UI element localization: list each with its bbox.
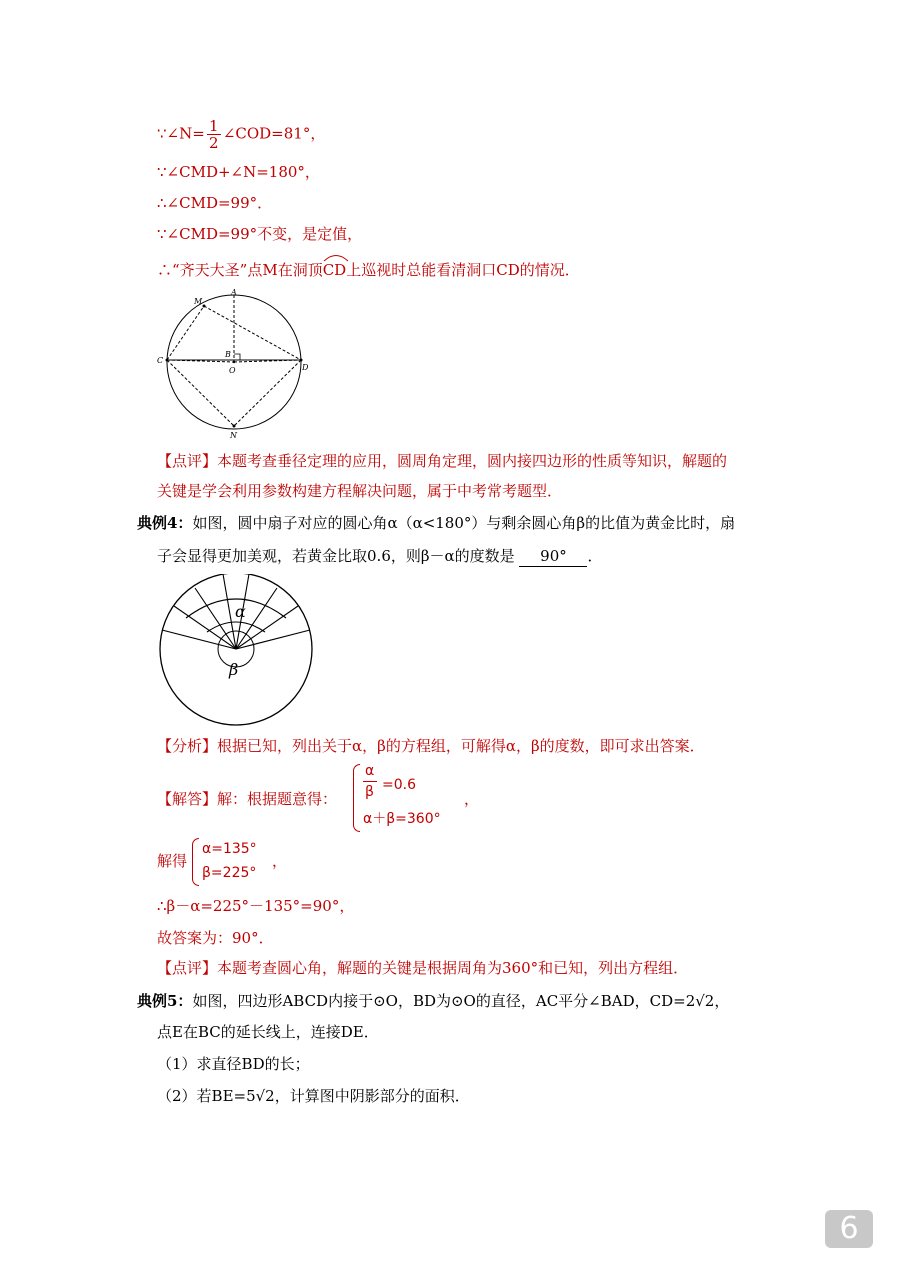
solution-beta: β=225° xyxy=(202,865,257,881)
solution-line-4: ∵∠CMD=99°不变，是定值， xyxy=(157,225,363,243)
example5-line1: 典例5：如图，四边形ABCD内接于⊙O，BD为⊙O的直径，AC平分∠BAD，CD=2√2， xyxy=(137,992,730,1010)
label-m: M xyxy=(194,297,203,306)
label-beta: β xyxy=(229,660,239,679)
answer-comma: ， xyxy=(464,790,480,808)
example5-line2: 点E在BC的延长线上，连接DE． xyxy=(157,1023,379,1041)
eq1-numerator: α xyxy=(365,763,375,779)
solution-line-1: ∵∠N= $\frac{1}{2}$ ∠COD=81°， xyxy=(157,117,326,152)
review2-line: 【点评】本题考查圆心角，解题的关键是根据周角为360°和已知，列出方程组． xyxy=(157,959,689,977)
answer-final: 故答案为：90°． xyxy=(157,929,274,947)
example5-q1: （1）求直径BD的长； xyxy=(157,1055,310,1073)
fraction-half: $\frac{1}{2}$ xyxy=(207,118,221,151)
solve-label: 解得 xyxy=(157,852,188,870)
eq1-fraction-bar xyxy=(363,781,377,782)
label-n: N xyxy=(230,431,237,440)
eq1-rhs: =0.6 xyxy=(382,777,416,793)
solution-comma: ， xyxy=(272,852,288,870)
solution-alpha: α=135° xyxy=(202,841,257,857)
example5-q2: （2）若BE=5√2，计算图中阴影部分的面积． xyxy=(157,1087,470,1105)
figure-circle-cdmn xyxy=(152,286,312,444)
solution-brace xyxy=(192,838,199,886)
answer-blank: 90° xyxy=(519,546,587,567)
figure-fan-circle xyxy=(152,574,316,726)
eq1-denominator: β xyxy=(365,784,374,800)
label-c: C xyxy=(157,356,164,365)
review1-line2: 关键是学会利用参数构建方程解决问题，属于中考常考题型． xyxy=(157,482,563,500)
page-number-badge: 6 xyxy=(825,1210,873,1248)
analysis-line: 【分析】根据已知，列出关于α，β的方程组，可解得α，β的度数，即可求出答案． xyxy=(157,737,705,755)
label-o: O xyxy=(229,366,236,375)
equation-brace xyxy=(353,764,360,832)
label-d: D xyxy=(302,363,309,372)
answer-step: ∴β－α=225°－135°=90°， xyxy=(157,897,355,915)
answer-intro: 【解答】解：根据题意得： xyxy=(157,790,338,808)
example4-line2: 子会显得更加美观，若黄金比取0.6，则β－α的度数是 90° ． xyxy=(157,547,603,565)
solution-line-2: ∵∠CMD+∠N=180°， xyxy=(157,163,320,181)
review1-line1: 【点评】本题考查垂径定理的应用，圆周角定理，圆内接四边形的性质等知识，解题的 xyxy=(157,452,728,470)
label-b: B xyxy=(225,350,231,359)
arc-cd: CD xyxy=(323,258,347,280)
solution-line-5: ∴“齐天大圣”点M在洞顶 CD上巡视时总能看清洞口CD的情况． xyxy=(157,258,580,280)
example4-line1: 典例4：如图，圆中扇子对应的圆心角α（α<180°）与剩余圆心角β的比值为黄金比时，扇 xyxy=(137,514,736,532)
label-a: A xyxy=(231,288,237,297)
solution-line-3: ∴∠CMD=99°． xyxy=(157,194,273,212)
eq2: α＋β=360° xyxy=(363,811,441,827)
label-alpha: α xyxy=(235,602,246,621)
